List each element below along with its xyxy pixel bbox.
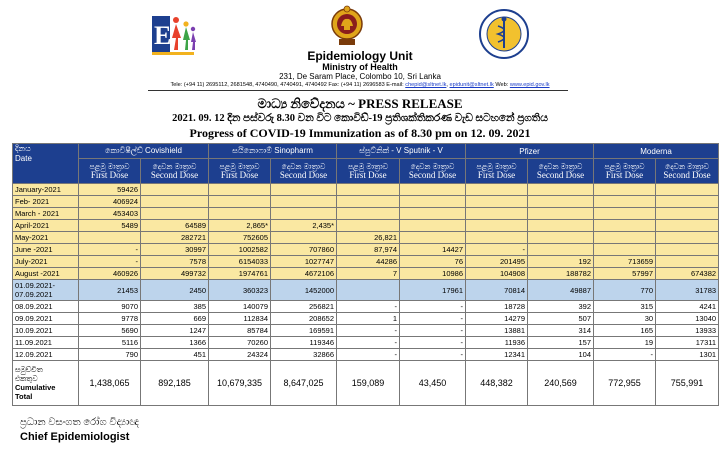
vaccine-header-sputnik: ස්පුට්නික් - V Sputnik - V <box>337 144 466 159</box>
dose-label-si: පළමු මාත්‍රාව <box>89 162 130 171</box>
dose-header-second <box>656 159 719 184</box>
table-cell <box>466 196 528 208</box>
table-row <box>13 268 719 280</box>
table-cell <box>141 184 209 196</box>
table-cell <box>594 244 656 256</box>
date-header <box>13 144 79 184</box>
dose-header-second <box>141 159 209 184</box>
table-cell: 76 <box>400 256 466 268</box>
table-cell <box>400 232 466 244</box>
dose-label-si: පළමු මාත්‍රාව <box>347 162 389 171</box>
table-cell <box>594 184 656 196</box>
table-row <box>13 337 719 349</box>
table-cell: 451 <box>141 349 209 361</box>
table-cell <box>656 220 719 232</box>
table-cell <box>528 184 594 196</box>
total-cell: 10,679,335 <box>209 361 271 406</box>
row-date <box>13 313 79 325</box>
table-cell <box>400 196 466 208</box>
table-cell: 44286 <box>337 256 400 268</box>
table-cell: - <box>400 337 466 349</box>
row-date-line: 12.09.2021 <box>15 349 53 359</box>
table-cell: 70260 <box>209 337 271 349</box>
table-cell: - <box>400 325 466 337</box>
table-row <box>13 196 719 208</box>
table-body <box>13 184 719 406</box>
row-date-line: 11.09.2021 <box>15 337 52 347</box>
table-cell: 1366 <box>141 337 209 349</box>
table-cell: 21453 <box>79 280 141 301</box>
table-cell: 192 <box>528 256 594 268</box>
immunization-table <box>12 143 719 406</box>
table-row <box>13 220 719 232</box>
table-cell: 18728 <box>466 301 528 313</box>
table-cell <box>466 208 528 220</box>
table-row <box>13 301 719 313</box>
table-cell: - <box>400 349 466 361</box>
dose-label-en: Second Dose <box>663 170 711 180</box>
table-cell <box>656 232 719 244</box>
table-cell: - <box>594 349 656 361</box>
table-cell: 12341 <box>466 349 528 361</box>
dose-label-si: දෙවන මාත්‍රාව <box>410 162 455 171</box>
web-prefix: Web: <box>493 82 510 88</box>
table-cell: 64589 <box>141 220 209 232</box>
dose-label-si: දෙවන මාත්‍රාව <box>665 162 709 171</box>
table-cell: 5116 <box>79 337 141 349</box>
table-cell <box>656 184 719 196</box>
vaccine-header-covishield: කොවිෂීල්ඩ් Covishield <box>79 144 209 159</box>
subtitle-english: Progress of COVID-19 Immunization as of 8.30 pm on 12. 09. 2021 <box>189 126 531 140</box>
row-date <box>13 280 79 301</box>
total-label-en: Cumulative <box>15 383 56 392</box>
table-cell <box>400 184 466 196</box>
total-cell: 159,089 <box>337 361 400 406</box>
table-cell: 1301 <box>656 349 719 361</box>
dose-header-second <box>528 159 594 184</box>
cumulative-total-row <box>13 361 719 406</box>
table-cell: 188782 <box>528 268 594 280</box>
table-cell: 104 <box>528 349 594 361</box>
table-cell: 674382 <box>656 268 719 280</box>
dose-label-en: First Dose <box>477 170 516 180</box>
table-cell: 6154033 <box>209 256 271 268</box>
table-cell: 4241 <box>656 301 719 313</box>
dose-label-en: Second Dose <box>279 170 328 180</box>
table-cell <box>656 208 719 220</box>
contact-phones: Tele: (+94 11) 2695112, 2681548, 4740490, 4740491, 4740492 Fax: (+94 11) 2696583 E-mail: <box>170 82 406 88</box>
table-cell <box>337 280 400 301</box>
total-cell: 755,991 <box>656 361 719 406</box>
table-cell: 499732 <box>141 268 209 280</box>
table-cell <box>594 196 656 208</box>
date-header-en: Date <box>15 154 32 163</box>
table-cell: 7 <box>337 268 400 280</box>
table-cell: 31783 <box>656 280 719 301</box>
row-date <box>13 196 79 208</box>
subtitle-sinhala: 2021. 09. 12 දින පස්වරු 8.30 වන විට කොවිඩ්-19 ප්‍රතිශක්තිකරණ වැඩ සටහනේ ප්‍රගතිය <box>172 113 548 124</box>
svg-text:E: E <box>154 21 172 50</box>
table-cell <box>209 184 271 196</box>
table-cell: 669 <box>141 313 209 325</box>
header-divider <box>148 90 568 91</box>
total-cell: 448,382 <box>466 361 528 406</box>
row-date-line: January-2021 <box>15 184 61 194</box>
table-cell <box>528 208 594 220</box>
table-cell: - <box>400 313 466 325</box>
table-cell: 1974761 <box>209 268 271 280</box>
table-cell <box>466 220 528 232</box>
table-cell: 140079 <box>209 301 271 313</box>
table-row <box>13 313 719 325</box>
table-cell <box>209 208 271 220</box>
row-date <box>13 220 79 232</box>
table-cell <box>528 220 594 232</box>
table-cell <box>271 196 337 208</box>
total-cell: 892,185 <box>141 361 209 406</box>
row-date <box>13 256 79 268</box>
dose-header-first <box>79 159 141 184</box>
table-cell: 201495 <box>466 256 528 268</box>
table-cell <box>656 244 719 256</box>
table-cell: 13933 <box>656 325 719 337</box>
dose-header-first <box>209 159 271 184</box>
table-cell: 157 <box>528 337 594 349</box>
dose-label-en: Second Dose <box>408 170 457 180</box>
dose-label-en: First Dose <box>220 170 259 180</box>
dose-label-en: Second Dose <box>536 170 585 180</box>
dose-label-si: පළමු මාත්‍රාව <box>476 162 517 171</box>
row-date-line: August -2021 <box>15 268 60 278</box>
table-cell: 85784 <box>209 325 271 337</box>
table-cell: 7578 <box>141 256 209 268</box>
row-date-line: July-2021 <box>15 256 48 266</box>
table-cell: 1452000 <box>271 280 337 301</box>
table-cell <box>141 196 209 208</box>
total-cell: 8,647,025 <box>271 361 337 406</box>
dose-label-en: First Dose <box>90 170 129 180</box>
table-cell: 460926 <box>79 268 141 280</box>
table-cell: 30 <box>594 313 656 325</box>
dose-header-second <box>400 159 466 184</box>
table-cell: - <box>337 349 400 361</box>
table-cell: 507 <box>528 313 594 325</box>
row-date <box>13 325 79 337</box>
table-cell <box>466 232 528 244</box>
table-cell: 314 <box>528 325 594 337</box>
total-cell: 1,438,065 <box>79 361 141 406</box>
table-cell: 14279 <box>466 313 528 325</box>
row-date <box>13 208 79 220</box>
table-cell <box>528 196 594 208</box>
table-cell: 19 <box>594 337 656 349</box>
table-cell: 1002582 <box>209 244 271 256</box>
table-cell: - <box>337 337 400 349</box>
sri-lanka-emblem <box>330 4 364 48</box>
total-cell: 240,569 <box>528 361 594 406</box>
dose-header-row <box>13 159 719 184</box>
row-date-line: 07.09.2021 <box>15 290 53 299</box>
row-date-line: 08.09.2021 <box>15 301 53 311</box>
dose-label-si: දෙවන මාත්‍රාව <box>538 162 583 171</box>
row-date-line: May-2021 <box>15 232 49 242</box>
row-date <box>13 349 79 361</box>
table-cell <box>337 196 400 208</box>
row-date <box>13 337 79 349</box>
dose-label-si: දෙවන මාත්‍රාව <box>152 162 197 171</box>
total-label-si: එකතුව <box>15 374 38 383</box>
table-cell <box>466 184 528 196</box>
table-cell <box>337 220 400 232</box>
table-cell <box>594 232 656 244</box>
table-cell: 453403 <box>79 208 141 220</box>
table-cell <box>79 232 141 244</box>
table-cell: 256821 <box>271 301 337 313</box>
dose-label-en: Second Dose <box>150 170 199 180</box>
email-link-2[interactable]: epidunit@sltnet.lk <box>449 82 494 88</box>
table-cell: - <box>337 325 400 337</box>
table-row <box>13 256 719 268</box>
table-cell: 282721 <box>141 232 209 244</box>
table-cell: 208652 <box>271 313 337 325</box>
table-cell: - <box>337 301 400 313</box>
press-release-title: මාධ්‍ය නිවේදනය ~ PRESS RELEASE <box>257 96 463 111</box>
table-cell: 770 <box>594 280 656 301</box>
table-cell: 2450 <box>141 280 209 301</box>
row-date-line: March - 2021 <box>15 208 60 218</box>
vaccine-header-pfizer: Pfizer <box>466 144 594 159</box>
table-cell <box>656 196 719 208</box>
table-cell: 13040 <box>656 313 719 325</box>
row-date-line: 10.09.2021 <box>15 325 53 335</box>
table-row <box>13 325 719 337</box>
table-cell: 5690 <box>79 325 141 337</box>
table-cell: 385 <box>141 301 209 313</box>
total-label <box>13 361 79 406</box>
dose-header-first <box>466 159 528 184</box>
table-cell <box>209 196 271 208</box>
table-cell: 392 <box>528 301 594 313</box>
table-cell: 17961 <box>400 280 466 301</box>
contact-line: Tele: (+94 11) 2695112, 2681548, 4740490, 4740491, 4740492 Fax: (+94 11) 2696583 E-mail: chepid@sltnet.lk, epidunit@sltnet.lk Web: www.epid.gov.lk <box>170 82 550 88</box>
table-cell: 104908 <box>466 268 528 280</box>
row-date <box>13 301 79 313</box>
table-cell: 315 <box>594 301 656 313</box>
table-cell: 752605 <box>209 232 271 244</box>
table-cell <box>271 184 337 196</box>
date-header-si: දිනය <box>15 144 31 153</box>
table-cell <box>337 208 400 220</box>
table-row <box>13 232 719 244</box>
table-cell: 4672106 <box>271 268 337 280</box>
table-cell: 13881 <box>466 325 528 337</box>
table-cell: 406924 <box>79 196 141 208</box>
table-cell <box>528 232 594 244</box>
table-row <box>13 349 719 361</box>
table-cell <box>400 208 466 220</box>
address: 231, De Saram Place, Colombo 10, Sri Lanka <box>279 72 441 81</box>
table-cell: 87,974 <box>337 244 400 256</box>
row-date-line: Feb- 2021 <box>15 196 50 206</box>
dose-label-si: පළමු මාත්‍රාව <box>604 162 645 171</box>
table-cell: 57997 <box>594 268 656 280</box>
row-date <box>13 244 79 256</box>
table-cell: 10986 <box>400 268 466 280</box>
table-cell <box>271 232 337 244</box>
total-cell: 43,450 <box>400 361 466 406</box>
table-cell: 165 <box>594 325 656 337</box>
table-cell: - <box>400 301 466 313</box>
table-cell <box>594 208 656 220</box>
total-label-en: Total <box>15 392 33 401</box>
table-cell: 5489 <box>79 220 141 232</box>
table-cell: 119346 <box>271 337 337 349</box>
dose-header-first <box>594 159 656 184</box>
dose-header-first <box>337 159 400 184</box>
table-cell <box>528 244 594 256</box>
table-row <box>13 244 719 256</box>
table-cell <box>656 256 719 268</box>
web-link[interactable]: www.epid.gov.lk <box>509 82 550 88</box>
table-cell: - <box>79 244 141 256</box>
row-date <box>13 232 79 244</box>
email-link-1[interactable]: chepid@sltnet.lk <box>405 82 447 88</box>
table-cell: - <box>79 256 141 268</box>
table-cell: 70814 <box>466 280 528 301</box>
table-row <box>13 184 719 196</box>
table-row <box>13 208 719 220</box>
table-cell: 59426 <box>79 184 141 196</box>
row-date <box>13 268 79 280</box>
table-cell: 360323 <box>209 280 271 301</box>
table-cell: 30997 <box>141 244 209 256</box>
table-cell: 11936 <box>466 337 528 349</box>
table-cell: 1 <box>337 313 400 325</box>
table-cell: 713659 <box>594 256 656 268</box>
table-cell: 17311 <box>656 337 719 349</box>
table-cell: 1247 <box>141 325 209 337</box>
dose-label-si: දෙවන මාත්‍රාව <box>281 162 326 171</box>
table-cell: 707860 <box>271 244 337 256</box>
table-cell <box>271 208 337 220</box>
table-cell <box>400 220 466 232</box>
table-cell: 112834 <box>209 313 271 325</box>
table-cell: 1027747 <box>271 256 337 268</box>
table-cell <box>337 184 400 196</box>
table-cell: 169591 <box>271 325 337 337</box>
table-cell: 24324 <box>209 349 271 361</box>
vaccine-header-sinopharm: සයිනොෆාම් Sinopharm <box>209 144 337 159</box>
dose-header-second <box>271 159 337 184</box>
row-date-line: June -2021 <box>15 244 53 254</box>
dose-label-en: First Dose <box>605 170 644 180</box>
table-cell <box>141 208 209 220</box>
vaccine-header-moderna: Moderna <box>594 144 719 159</box>
total-cell: 772,955 <box>594 361 656 406</box>
row-date-line: April-2021 <box>15 220 50 230</box>
ministry-name: Ministry of Health <box>322 62 398 72</box>
total-label-si: සමුච්චිත <box>15 365 43 374</box>
row-date-line: 09.09.2021 <box>15 313 53 323</box>
signature-title-sinhala: ප්‍රධාන වසංගත රෝග විද්‍යාඥ <box>20 417 139 428</box>
table-row <box>13 280 719 301</box>
dose-label-si: පළමු මාත්‍රාව <box>219 162 260 171</box>
dose-label-en: First Dose <box>349 170 387 180</box>
table-cell: 2,435* <box>271 220 337 232</box>
table-cell: 9778 <box>79 313 141 325</box>
table-cell: 2,865* <box>209 220 271 232</box>
table-cell: 14427 <box>400 244 466 256</box>
table-cell: 32866 <box>271 349 337 361</box>
unit-name: Epidemiology Unit <box>307 49 413 63</box>
table-cell: - <box>466 244 528 256</box>
row-date-line: 01.09.2021- <box>15 281 56 290</box>
table-cell: 26,821 <box>337 232 400 244</box>
table-cell: 49887 <box>528 280 594 301</box>
table-cell: 790 <box>79 349 141 361</box>
row-date <box>13 184 79 196</box>
signature-title-english: Chief Epidemiologist <box>20 431 130 443</box>
table-cell: 9070 <box>79 301 141 313</box>
table-cell <box>594 220 656 232</box>
